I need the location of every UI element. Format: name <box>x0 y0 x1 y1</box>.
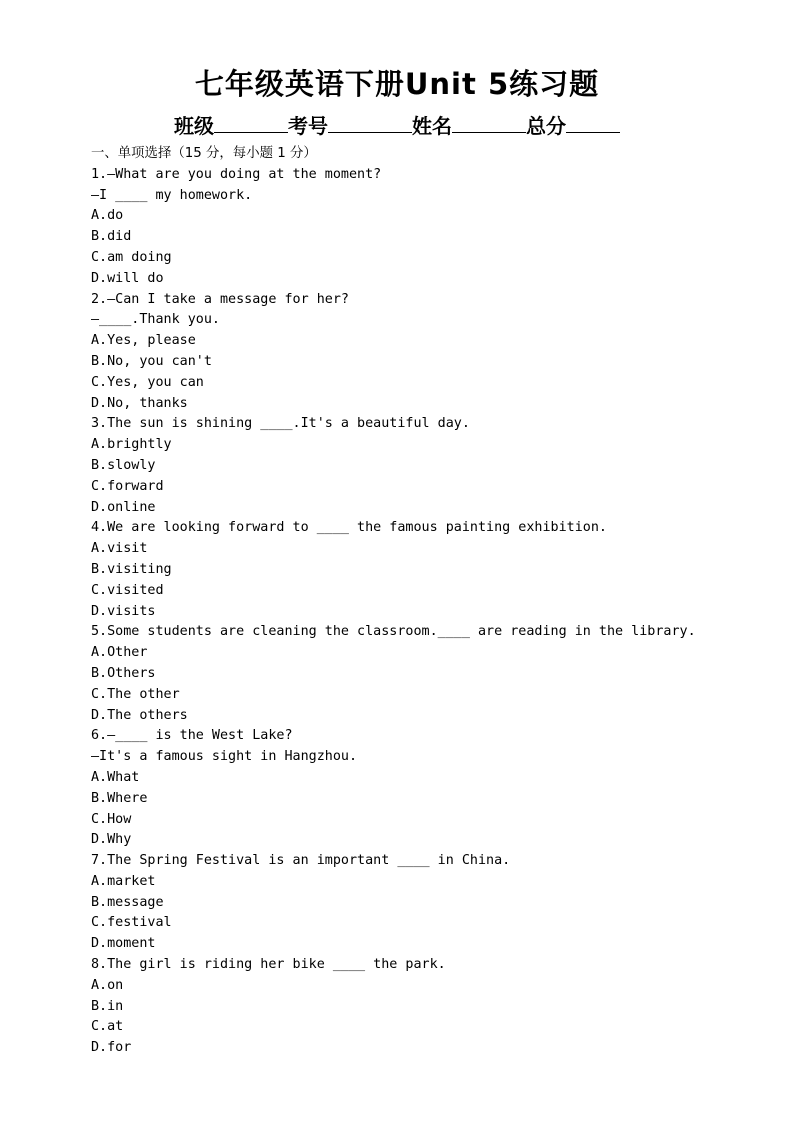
question-body <box>91 144 771 1059</box>
number-blank <box>328 114 412 133</box>
answer-option: C.Yes, you can <box>91 374 204 390</box>
section-heading: 一、单项选择（15 分，每小题 1 分） <box>91 146 317 161</box>
answer-option: B.visiting <box>91 561 172 577</box>
answer-option: A.on <box>91 977 124 993</box>
answer-option: D.No, thanks <box>91 395 188 411</box>
answer-option: C.festival <box>91 915 172 931</box>
answer-option: B.did <box>91 229 132 245</box>
answer-option: D.will do <box>91 270 164 286</box>
answer-option: B.message <box>91 894 164 910</box>
page-title: 七年级英语下册Unit 5练习题 <box>194 67 600 101</box>
number-label: 考号 <box>288 114 328 138</box>
question-stem: 3.The sun is shining ____.It's a beautiful day. <box>91 416 470 432</box>
answer-option: A.brightly <box>91 437 172 453</box>
question-stem: 1.—What are you doing at the moment? <box>91 166 382 182</box>
answer-option: D.visits <box>91 603 156 619</box>
question-dialogue-line: —I ____ my homework. <box>91 187 253 203</box>
question-dialogue-line: —It's a famous sight in Hangzhou. <box>91 749 358 765</box>
question-stem: 2.—Can I take a message for her? <box>91 291 349 307</box>
class-label: 班级 <box>174 114 214 138</box>
student-info-line <box>0 110 794 139</box>
answer-option: A.Other <box>91 645 148 661</box>
answer-option: D.online <box>91 499 156 515</box>
answer-option: B.slowly <box>91 457 156 473</box>
answer-option: C.visited <box>91 582 164 598</box>
answer-option: D.Why <box>91 832 132 848</box>
answer-option: D.for <box>91 1040 132 1056</box>
answer-option: A.market <box>91 873 156 889</box>
question-stem: 8.The girl is riding her bike ____ the park. <box>91 957 446 973</box>
answer-option: B.in <box>91 998 124 1014</box>
answer-option: A.What <box>91 769 140 785</box>
question-dialogue-line: —____.Thank you. <box>91 312 220 328</box>
answer-option: C.am doing <box>91 249 172 265</box>
class-blank <box>214 114 288 133</box>
answer-option: D.moment <box>91 936 156 952</box>
score-label: 总分 <box>526 114 566 138</box>
answer-option: C.at <box>91 1019 124 1035</box>
answer-option: B.No, you can't <box>91 353 212 369</box>
answer-option: B.Where <box>91 790 148 806</box>
answer-option: B.Others <box>91 665 156 681</box>
answer-option: A.do <box>91 208 124 224</box>
name-blank <box>452 114 526 133</box>
score-blank <box>566 114 620 133</box>
question-stem: 6.—____ is the West Lake? <box>91 728 293 744</box>
answer-option: C.The other <box>91 686 180 702</box>
question-stem: 5.Some students are cleaning the classroom.____ are reading in the library. <box>91 624 696 640</box>
name-label: 姓名 <box>412 114 452 138</box>
question-stem: 7.The Spring Festival is an important ____ in China. <box>91 853 511 869</box>
answer-option: C.How <box>91 811 132 827</box>
answer-option: A.Yes, please <box>91 333 196 349</box>
answer-option: C.forward <box>91 478 164 494</box>
answer-option: A.visit <box>91 541 148 557</box>
answer-option: D.The others <box>91 707 188 723</box>
question-stem: 4.We are looking forward to ____ the famous painting exhibition. <box>91 520 607 536</box>
